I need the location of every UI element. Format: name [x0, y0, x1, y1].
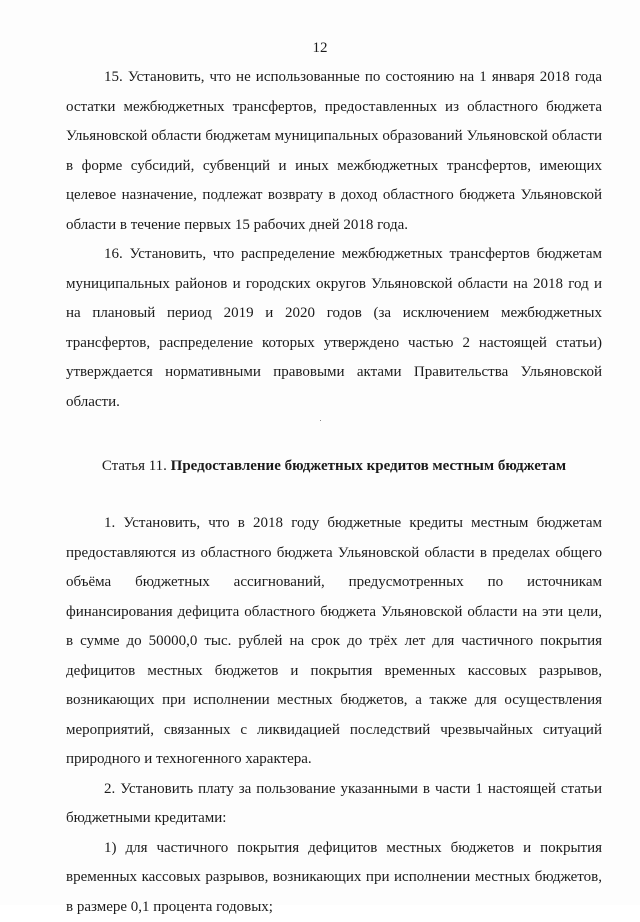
paragraph-16: 16. Установить, что распределение межбюджетных трансфертов бюджетам муниципальных районов и городских округов Ульяновской области на 2018 год и на плановый период 2019 и 2020 годов (за исключением межбюджетных трансфертов, распределение которых утверждено частью 2 настоящей статьи) утверждается нормативными правовыми актами Правительства Ульяновской области. [66, 240, 602, 417]
document-body [66, 63, 602, 922]
paragraph-1: 1. Установить, что в 2018 году бюджетные кредиты местным бюджетам предоставляются из областного бюджета Ульяновской области в пределах общего объёма бюджетных ассигнований, предусмотренных по источникам финансирования дефицита областного бюджета Ульяновской области на эти цели, в сумме до 50000,0 тыс. рублей на срок до трёх лет для частичного покрытия дефицитов местных бюджетов и покрытия временных кассовых разрывов, возникающих при исполнении местных бюджетов, а также для осуществления мероприятий, связанных с ликвидацией последствий чрезвычайных ситуаций природного и техногенного характера. [66, 509, 602, 775]
article-number: Статья 11. [102, 458, 167, 474]
scan-speck [320, 420, 321, 421]
paragraph-2: 2. Установить плату за пользование указанными в части 1 настоящей статьи бюджетными кредитами: [66, 775, 602, 834]
article-heading [66, 452, 602, 481]
article-title: Предоставление бюджетных кредитов местным бюджетам [171, 458, 566, 474]
paragraph-15: 15. Установить, что не использованные по состоянию на 1 января 2018 года остатки межбюджетных трансфертов, предоставленных из областного бюджета Ульяновской области бюджетам муниципальных образований Ульяновской области в форме субсидий, субвенций и иных межбюджетных трансфертов, имеющих целевое назначение, подлежат возврату в доход областного бюджета Ульяновской области в течение первых 15 рабочих дней 2018 года. [66, 63, 602, 240]
paragraph-2-item-1: 1) для частичного покрытия дефицитов местных бюджетов и покрытия временных кассовых разрывов, возникающих при исполнении местных бюджетов, в размере 0,1 процента годовых; [66, 834, 602, 922]
page-number: 12 [0, 40, 640, 57]
